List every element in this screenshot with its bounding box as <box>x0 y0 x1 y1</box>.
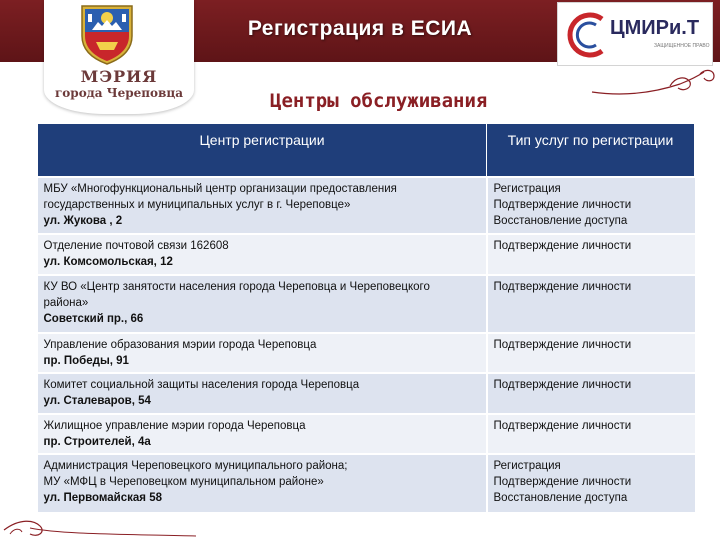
partner-logo-text: ЦМИРи.Т <box>610 17 700 39</box>
table-row <box>38 454 695 512</box>
center-cell <box>38 177 487 234</box>
service-type: Подтверждение личности <box>493 378 632 391</box>
coat-of-arms-icon <box>78 2 136 66</box>
partner-logo <box>557 2 713 66</box>
center-address: пр. Строителей, 4а <box>43 435 151 448</box>
city-name-line2: города Череповца <box>54 86 184 100</box>
service-type: Подтверждение личности <box>493 475 632 488</box>
center-cell <box>38 333 487 373</box>
service-cell <box>487 454 695 512</box>
center-cell <box>38 373 487 414</box>
center-address: пр. Победы, 91 <box>43 354 129 367</box>
partner-logo-subtext: ЗАЩИЩЕННОЕ ПРАВО <box>654 43 710 49</box>
center-name-line: МБУ «Многофункциональный центр организации предоставления <box>43 182 397 195</box>
section-title: Центры обслуживания <box>270 90 488 112</box>
city-name <box>44 68 194 102</box>
city-name-line1: МЭРИЯ <box>80 67 158 86</box>
table-row <box>38 177 695 234</box>
partner-logo-icon <box>564 9 610 61</box>
service-type: Подтверждение личности <box>493 198 632 211</box>
slide-title: Регистрация в ЕСИА <box>247 17 473 40</box>
center-address: ул. Жукова , 2 <box>43 214 123 227</box>
service-cell <box>487 177 695 234</box>
center-name-line: Управление образования мэрии города Череповца <box>43 338 317 351</box>
table-row <box>38 333 695 373</box>
service-type: Восстановление доступа <box>493 491 628 504</box>
service-centers-table <box>37 123 695 512</box>
service-cell <box>487 333 695 373</box>
service-type: Подтверждение личности <box>493 338 632 351</box>
center-name-line: государственных и муниципальных услуг в г. Череповце» <box>43 198 351 211</box>
service-type: Подтверждение личности <box>493 419 632 432</box>
table-row <box>38 234 695 275</box>
center-cell <box>38 454 487 512</box>
center-address: ул. Сталеваров, 54 <box>43 394 151 407</box>
center-cell <box>38 414 487 454</box>
center-cell <box>38 234 487 275</box>
table-row <box>38 275 695 333</box>
table-row <box>38 373 695 414</box>
center-name-line: Жилищное управление мэрии города Череповца <box>43 419 306 432</box>
service-cell <box>487 414 695 454</box>
center-address: ул. Комсомольская, 12 <box>43 255 173 268</box>
center-cell <box>38 275 487 333</box>
service-cell <box>487 275 695 333</box>
service-type: Подтверждение личности <box>493 239 632 252</box>
center-name-line: КУ ВО «Центр занятости населения города Череповца и Череповецкого <box>43 280 430 293</box>
table-header-row <box>38 124 695 177</box>
service-type: Регистрация <box>493 459 561 472</box>
service-type: Подтверждение личности <box>493 280 632 293</box>
center-name-line: района» <box>43 296 89 309</box>
service-cell <box>487 373 695 414</box>
service-type: Восстановление доступа <box>493 214 628 227</box>
service-cell <box>487 234 695 275</box>
ornament-swirl-bottom-icon <box>0 508 200 540</box>
center-address: ул. Первомайская 58 <box>43 491 162 504</box>
center-address: Советский пр., 66 <box>43 312 144 325</box>
center-name-line: МУ «МФЦ в Череповецком муниципальном районе» <box>43 475 324 488</box>
center-name-line: Отделение почтовой связи 162608 <box>43 239 229 252</box>
table-row <box>38 414 695 454</box>
center-name-line: Комитет социальной защиты населения города Череповца <box>43 378 360 391</box>
center-name-line: Администрация Череповецкого муниципального района; <box>43 459 348 472</box>
service-type: Регистрация <box>493 182 561 195</box>
column-header-service-type: Тип услуг по регистрации <box>487 124 695 177</box>
column-header-center: Центр регистрации <box>38 124 487 177</box>
